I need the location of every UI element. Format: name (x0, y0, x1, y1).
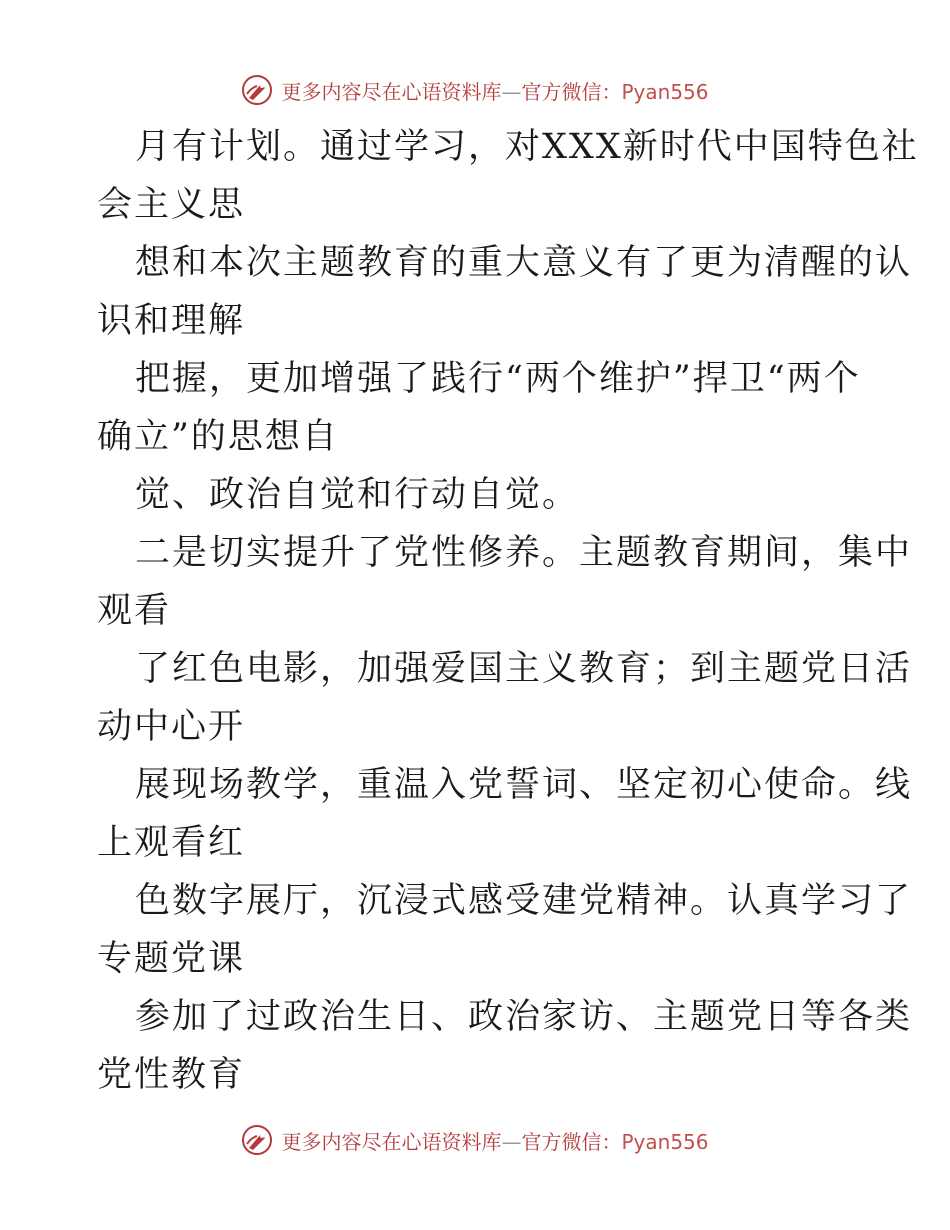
paragraph-line: 专题党课 (97, 939, 246, 979)
document-body (97, 118, 919, 1104)
paragraph-line: 月有计划。通过学习，对XXX新时代中国特色社 (135, 127, 919, 167)
paragraph-line: 色数字展厅，沉浸式感受建党精神。认真学习了 (135, 881, 913, 921)
paragraph-line: 想和本次主题教育的重大意义有了更为清醒的认 (135, 243, 913, 283)
paragraph-line: 觉、政治自觉和行动自觉。 (135, 475, 580, 515)
paragraph-8 (97, 872, 913, 988)
pen-nib-logo-icon (241, 74, 273, 106)
pen-nib-logo-icon (241, 1124, 273, 1156)
footer-watermark (0, 1120, 950, 1160)
watermark-dash: — (501, 79, 522, 104)
watermark-site-name: 更多内容尽在心语资料库 (281, 1129, 502, 1154)
paragraph-3 (97, 350, 861, 466)
watermark-text (281, 76, 708, 105)
paragraph-1 (97, 118, 919, 234)
paragraph-line: 动中心开 (97, 707, 246, 747)
paragraph-2 (97, 234, 913, 350)
watermark-dash: — (501, 1129, 522, 1154)
paragraph-line: 党性教育 (97, 1055, 246, 1095)
paragraph-line: 展现场教学，重温入党誓词、坚定初心使命。线 (135, 765, 913, 805)
paragraph-line: 把握，更加增强了践行“两个维护”捍卫“两个 (135, 359, 861, 399)
paragraph-line: 上观看红 (97, 823, 246, 863)
paragraph-4 (97, 466, 857, 524)
paragraph-5 (97, 524, 913, 640)
watermark-handle: Pyan556 (621, 79, 709, 104)
paragraph-line: 二是切实提升了党性修养。主题教育期间，集中 (135, 533, 913, 573)
paragraph-line: 参加了过政治生日、政治家访、主题党日等各类 (135, 997, 913, 1037)
paragraph-line: 观看 (97, 591, 172, 631)
watermark-wechat-label: 官方微信： (521, 79, 622, 104)
watermark-text (281, 1126, 708, 1155)
paragraph-line: 了红色电影，加强爱国主义教育；到主题党日活 (135, 649, 913, 689)
paragraph-line: 识和理解 (97, 301, 246, 341)
header-watermark (0, 70, 950, 110)
paragraph-line: 确立”的思想自 (97, 417, 339, 457)
paragraph-6 (97, 640, 913, 756)
watermark-wechat-label: 官方微信： (521, 1129, 622, 1154)
watermark-site-name: 更多内容尽在心语资料库 (281, 79, 502, 104)
paragraph-9 (97, 988, 913, 1104)
paragraph-7 (97, 756, 913, 872)
paragraph-line: 会主义思 (97, 185, 246, 225)
watermark-handle: Pyan556 (621, 1129, 709, 1154)
